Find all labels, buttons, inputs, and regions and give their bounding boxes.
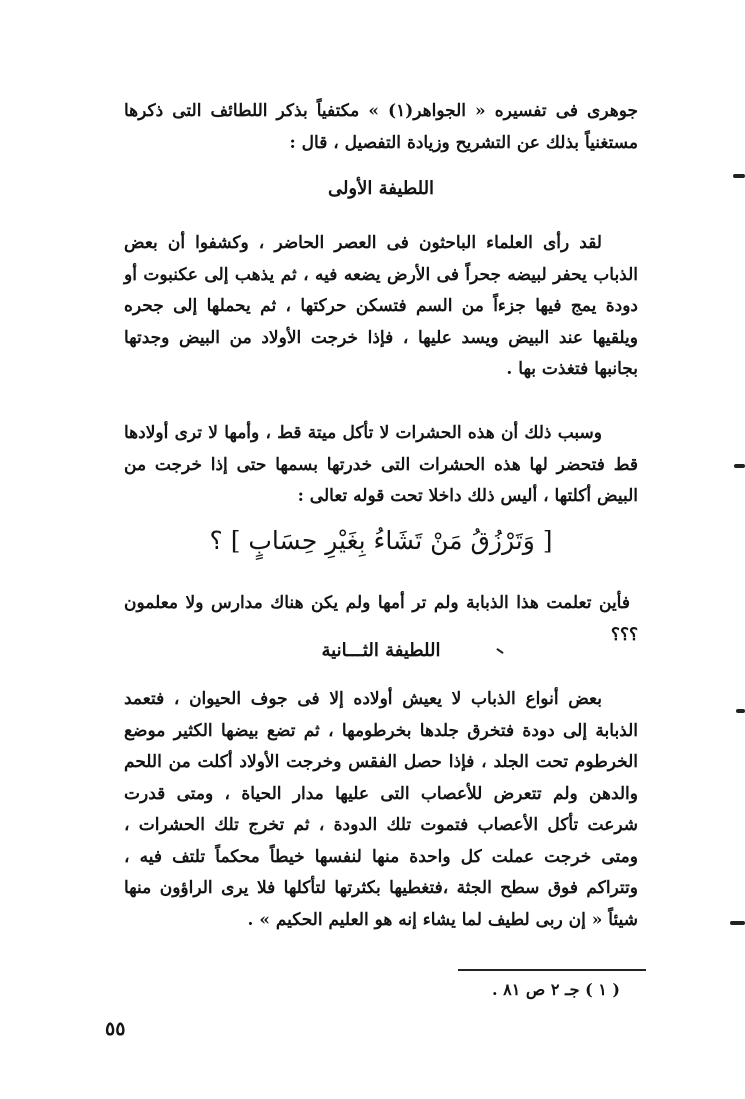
heading-second-subtlety: اللطيفة الثـــانية [321,640,441,661]
intro-paragraph: جوهرى فى تفسيره « الجواهر(١) » مكتفياً بذكر اللطائف التى ذكرها مستغنياً بذلك عن التشريح وزيادة التفصيل ، قال : [124,101,638,153]
margin-mark [736,709,745,713]
heading-first-subtlety: اللطيفة الأولى [327,178,435,199]
paragraph-first-subtlety: لقد رأى العلماء الباحثون فى العصر الحاضر ، وكشفوا أن بعض الذباب يحفر لبيضه جحراً فى الأرض يضعه فيه ، ثم يذهب إلى عكنبوت أو دودة يمج فيها جزءاً من السم فتسكن حركتها ، ثم يحملها إلى جحره ويلقيها عند البيض ويسد عليها ، فإذا خرجت الأولاد من البيض وجدتها بجانبها فتغذت بها . [124,233,638,379]
footnote: ( ١ ) جـ ٢ ص ٨١ . [492,980,620,999]
paragraph-reason: وسبب ذلك أن هذه الحشرات لا تأكل ميتة قط ، وأمها لا ترى أولادها قط فتحضر لها هذه الحشرات التى خدرتها بسمها حتى إذا خرجت من البيض أكلتها ، أليس ذلك داخلا تحت قوله تعالى : [124,423,638,506]
margin-mark [733,174,745,178]
paragraph-question: فأين تعلمت هذا الذبابة ولم تر أمها ولم يكن هناك مدارس ولا معلمون ؟؟؟ [124,593,638,645]
margin-mark [734,464,745,468]
quran-verse: [ وَتَرْزُقُ مَنْ تَشَاءُ بِغَيْرِ حِسَابٍ ] ؟ [209,526,553,555]
page-number: ٥٥ [105,1018,126,1040]
paragraph-second-subtlety: بعض أنواع الذباب لا يعيش أولاده إلا فى جوف الحيوان ، فتعمد الذبابة إلى دودة فتخرق جلدها بخرطومها ، ثم تضع بيضها الكثير موضع الخرطوم تحت الجلد ، فإذا حصل الفقس وخرجت الأولاد أكلت من اللحم والدهن ولم تتعرض للأعصاب التى عليها مدار الحياة ، ومتى قدرت شرعت تأكل الأعصاب فتموت تلك الدودة ، ثم تخرج تلك الحشرات ، ومتى خرجت عملت كل واحدة منها لنفسها خيطاً محكماً تلتف فيه ، وتتراكم فوق سطح الجثة ،فتغطيها بكثرتها لتأكلها فلا يرى الراؤون منها شيئاً « إن ربى لطيف لما يشاء إنه هو العليم الحكيم » . [124,689,638,930]
footnote-divider [458,969,646,971]
margin-mark [730,921,745,925]
